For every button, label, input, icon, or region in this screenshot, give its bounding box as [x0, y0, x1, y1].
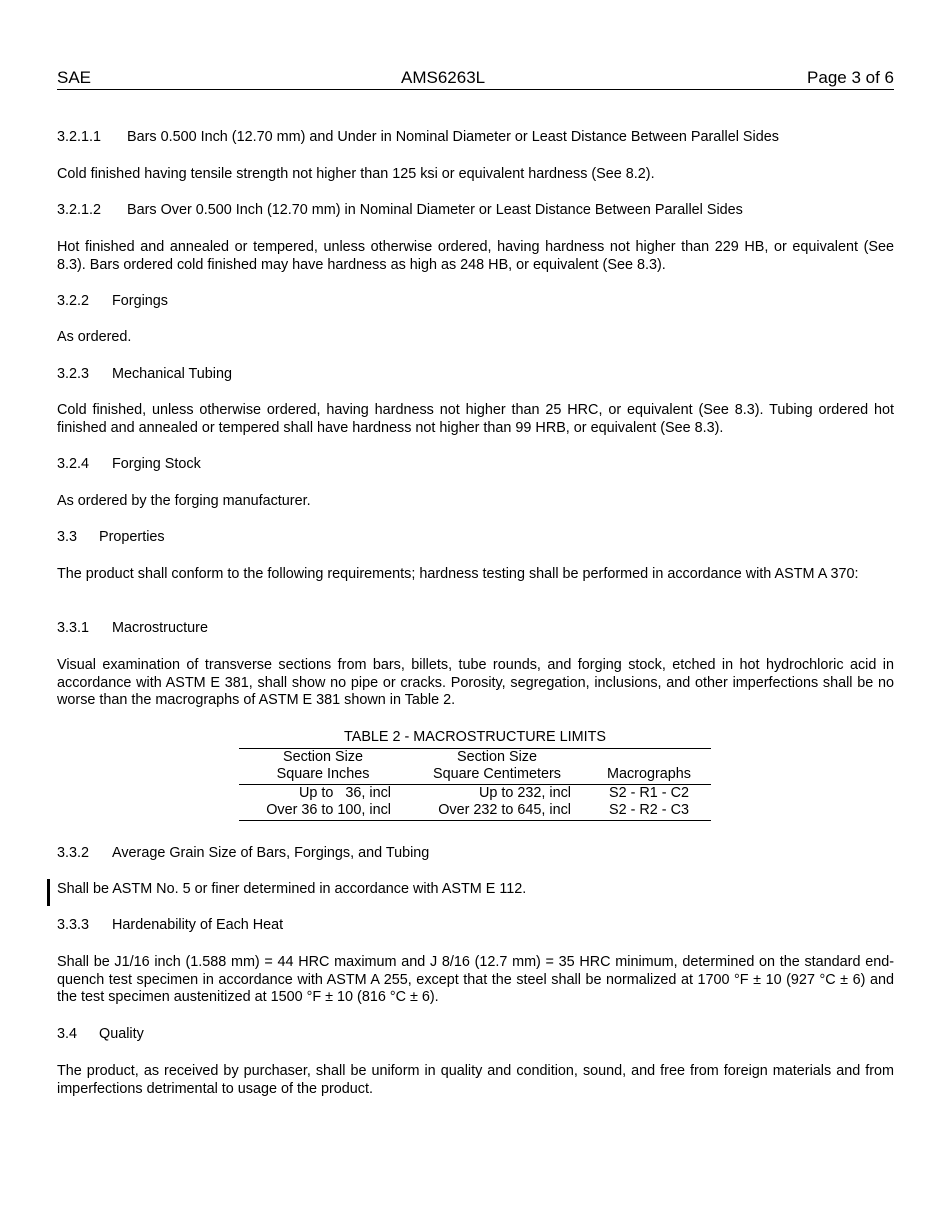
section-text: The product shall conform to the following requirements; hardness testing shall be performed in accordance with ASTM A 370:	[57, 566, 859, 582]
section-title: Forging Stock	[112, 456, 201, 472]
macrostructure-limits-table	[239, 729, 711, 821]
section-text: As ordered.	[57, 329, 132, 345]
section-title: Bars Over 0.500 Inch (12.70 mm) in Nominal Diameter or Least Distance Between Parallel Sides	[127, 202, 743, 218]
section-text: Visual examination of transverse sections from bars, billets, tube rounds, and forging stock, etched in hot hydrochloric acid in accordance with ASTM E 381, shall show no pipe or cracks. Porosity, segregation, inclusions, and other imperfections shall be no worse than the macrographs of ASTM E 381 shown in Table 2.	[57, 657, 894, 708]
header-doc-number: AMS6263L	[401, 68, 486, 87]
section-heading-3-3-2	[57, 845, 894, 863]
section-text: Shall be J1/16 inch (1.588 mm) = 44 HRC maximum and J 8/16 (12.7 mm) = 35 HRC minimum, determined on the standard end-quench test specimen in accordance with ASTM A 255, except that the steel shall be normalized at 1700 °F ± 10 (927 °C ± 6) and the test specimen austenitized at 1500 °F ± 10 (816 °C ± 6).	[57, 954, 894, 1005]
section-number: 3.4	[57, 1026, 78, 1042]
section-text: As ordered by the forging manufacturer.	[57, 493, 311, 509]
page-header	[57, 69, 894, 90]
section-title: Hardenability of Each Heat	[112, 917, 284, 933]
section-number: 3.3.2	[57, 845, 90, 861]
section-title: Macrostructure	[112, 620, 208, 636]
section-title: Mechanical Tubing	[112, 366, 232, 382]
section-text: Cold finished having tensile strength not higher than 125 ksi or equivalent hardness (See 8.2).	[57, 166, 655, 182]
section-heading-3-4	[57, 1026, 894, 1044]
table-cell: Over 232 to 645, incl	[407, 802, 587, 820]
column-header: Section Size	[239, 748, 407, 766]
column-header: Square Centimeters	[407, 766, 587, 784]
section-heading-3-2-2	[57, 293, 894, 311]
section-heading-3-2-3	[57, 366, 894, 384]
section-text: Cold finished, unless otherwise ordered, having hardness not higher than 25 HRC, or equivalent (See 8.3). Tubing ordered hot finished and annealed or tempered shall have hardness not higher than 99 HRB, or equivalent (See 8.3).	[57, 402, 894, 436]
table-cell: Over 36 to 100, incl	[239, 802, 407, 820]
section-heading-3-2-4	[57, 456, 894, 474]
section-heading-3-3-1	[57, 620, 894, 638]
section-heading-3-3	[57, 529, 894, 547]
column-header: Section Size	[407, 748, 587, 766]
section-title: Forgings	[112, 293, 168, 309]
section-number: 3.3.1	[57, 620, 90, 636]
revision-bar	[47, 879, 50, 906]
table-header-row	[239, 766, 711, 784]
section-heading-3-2-1-2	[57, 202, 894, 220]
table-cell: Up to 36, incl	[299, 784, 391, 801]
section-number: 3.2.4	[57, 456, 90, 472]
section-title: Quality	[99, 1026, 144, 1042]
table-cell: S2 - R2 - C3	[587, 802, 711, 820]
column-header	[587, 748, 711, 766]
section-text: Hot finished and annealed or tempered, unless otherwise ordered, having hardness not higher than 229 HB, or equivalent (See 8.3). Bars ordered cold finished may have hardness as high as 248 HB, or equivalent (See 8.3).	[57, 239, 894, 273]
section-title: Bars 0.500 Inch (12.70 mm) and Under in Nominal Diameter or Least Distance Between Parallel Sides	[127, 129, 779, 145]
column-header: Square Inches	[239, 766, 407, 784]
table-header-row	[239, 748, 711, 766]
section-text: The product, as received by purchaser, shall be uniform in quality and condition, sound, and free from foreign materials and from imperfections detrimental to usage of the product.	[57, 1063, 894, 1097]
section-title: Average Grain Size of Bars, Forgings, and Tubing	[112, 845, 430, 861]
section-number: 3.3.3	[57, 917, 90, 933]
section-number: 3.2.3	[57, 366, 90, 382]
table-cell: S2 - R1 - C2	[609, 784, 689, 801]
section-heading-3-2-1-1	[57, 129, 894, 147]
section-number: 3.2.1.1	[57, 129, 102, 145]
table-caption: TABLE 2 - MACROSTRUCTURE LIMITS	[344, 729, 606, 745]
column-header: Macrographs	[587, 766, 711, 784]
header-org: SAE	[57, 68, 92, 87]
section-number: 3.2.1.2	[57, 202, 102, 218]
section-number: 3.2.2	[57, 293, 90, 309]
table-row	[239, 802, 711, 820]
table-row	[239, 784, 711, 802]
section-title: Properties	[99, 529, 165, 545]
section-text: Shall be ASTM No. 5 or finer determined in accordance with ASTM E 112.	[57, 881, 527, 897]
section-heading-3-3-3	[57, 917, 894, 935]
table-cell: Up to 232, incl	[479, 784, 571, 801]
section-number: 3.3	[57, 529, 78, 545]
header-page-number: Page 3 of 6	[807, 68, 894, 87]
